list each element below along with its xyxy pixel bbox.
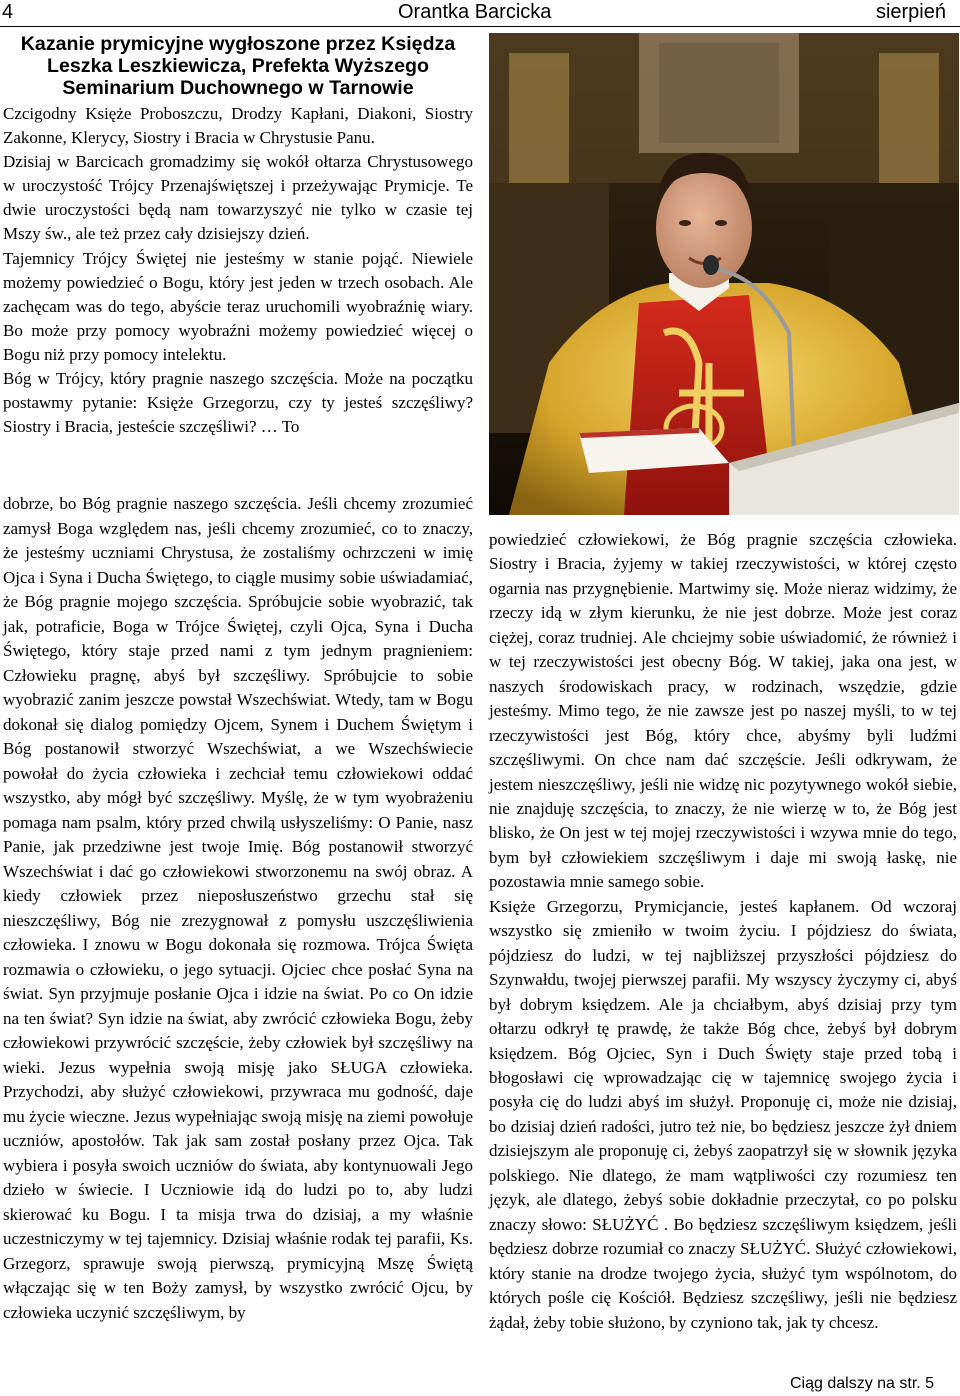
paragraph: Dzisiaj w Barcicach gromadzimy się wokół ołtarza Chrystusowego w uroczystość Trójcy Przenajświętszej i przeżywając Prymicje. Te dwie uroczystości będą nam towarzyszyć nie tylko w czasie tej Mszy św., ale też przez cały dzisiejszy dzień. [3,152,473,244]
page-number: 4 [2,1,14,23]
priest-photo-illustration [489,33,959,515]
paragraph: Czcigodny Księże Proboszczu, Drodzy Kapłani, Diakoni, Siostry Zakonne, Klerycy, Siostry i Bracia w Chrystusie Panu. [3,104,473,148]
continued-note: Ciąg dalszy na str. 5 [790,1375,935,1392]
issue-month: sierpień [875,1,946,23]
magazine-title: Orantka Barcicka [398,1,552,23]
column-left-top [3,102,473,439]
column-left-bottom [3,492,473,1325]
paragraph: powiedzieć człowiekowi, że Bóg pragnie szczęścia człowieka. Siostry i Bracia, żyjemy w takiej rzeczywistości, w której często ogarnia nas przygnębienie. Martwimy się. Może nieraz widzimy, że rzeczy idą w złym kierunku, że nie jest dobrze. Może jest coraz ciężej, coraz trudniej. Ale chciejmy sobie uświadomić, że również i w tej rzeczywistości jest obecny Bóg. W takiej, jaka ona jest, w naszych środowiskach pracy, w rodzinach, wszędzie, gdzie jesteśmy. Mimo tego, że nie zawsze jest po naszej myśli, to w tej rzeczywistości jest Bóg, który chce, abyśmy byli ludźmi szczęśliwymi. On chce nam dać szczęście. Jeśli odkrywam, że jestem nieszczęśliwy, jeśli nie widzę nic pozytywnego wokół siebie, nie znajduję szczęścia, to znaczy, że nie wierzę w to, że Bóg jest blisko, że On jest w tej mojej rzeczywistości i wzywa mnie do tego, bym był człowiekiem szczęśliwym i daje mi swoją łaskę, nie pozostawia mnie samego sobie. [489,530,957,892]
article-title: Kazanie prymicyjne wygłoszone przez Księdza Leszka Leszkiewicza, Prefekta Wyższego Seminarium Duchownego w Tarnowie [20,33,456,99]
paragraph: dobrze, bo Bóg pragnie naszego szczęścia. Jeśli chcemy zrozumieć zamysł Boga względem nas, jeśli chcemy zrozumieć, co to znaczy, że jesteśmy uczniami Chrystusa, że zostaliśmy ochrzczeni w imię Ojca i Syna i Ducha Świętego, to ciągle musimy sobie uświadamiać, że Bóg pragnie mojego szczęścia. Spróbujcie sobie wyobrazić, tak jak, potraficie, Boga w Trójce Świętej, czyli Ojca, Syna i Ducha Świętego, który staje przed nami z tym jednym pragnieniem: Człowieku pragnę, abyś był szczęśliwy. Spróbujcie to sobie wyobrazić zanim jeszcze powstał Wszechświat. Wtedy, tam w Bogu dokonał się dialog pomiędzy Ojcem, Synem i Duchem Świętym i Bóg postanowił stworzyć Wszechświat, a we Wszechświecie powołał do życia człowieka i zechciał temu człowiekowi oddać wszystko, aby mógł być szczęśliwy. Myślę, że w tym wyobrażeniu pomaga nam psalm, który przed chwilą usłyszeliśmy: O Panie, nasz Panie, jak przedziwne jest twoje Imię. Bóg postanowił stworzyć Wszechświat i dać go człowiekowi stworzonemu na swój obraz. A kiedy człowiek przez nieposłuszeństwo grzechu stał się nieszczęśliwy, Bóg nie zrezygnował z pomysłu uszczęśliwienia człowieka. I znowu w Bogu dokonała się rozmowa. Trójca Święta rozmawia o człowieku, o jego sytuacji. Ojciec chce posłać Syna na świat. Syn przyjmuje posłanie Ojca i idzie na świat. Po co On idzie na ten świat? Syn idzie na świat, aby zwrócić człowieka Bogu, żeby człowiekowi przywrócić szczęście, żeby człowiek był szczęśliwy na wieki. Jezus wypełnia swoją misję jako SŁUGA człowieka. Przychodzi, aby służyć człowiekowi, przywraca mu godność, daje mu życie wieczne. Jezus wypełniając swoją misję na ziemi powołuje uczniów, apostołów. Tak jak sam został posłany przez Ojca. Tak wybiera i posyła swoich uczniów do świata, aby kontynuowali Jego dzieło w świecie. I Uczniowie idą do ludzi po to, aby ludzi skierować ku Bogu. I ta misja trwa do dzisiaj, a my właśnie uczestniczymy w tej tajemnicy. Dzisiaj właśnie rodak tej parafii, Ks. Grzegorz, sprawuje swoją pierwszą, prymicyjną Mszę Świętą włączając się w ten Boży zamysł, by wszystko zwrócić Ojcu, by człowieka uczynić szczęśliwym, by [3,494,473,1322]
column-right [489,528,957,1335]
page-header [0,0,960,27]
paragraph: Tajemnicy Trójcy Świętej nie jesteśmy w stanie pojąć. Niewiele możemy powiedzieć o Bogu, który jest jeden w trzech osobach. Ale zachęcam was do tego, abyście teraz uruchomili wyobraźnię wiary. Bo może przy pomocy wyobraźni możemy powiedzieć więcej o Bogu niż przy pomocy intelektu. [3,248,473,364]
priest-photo [489,33,959,515]
paragraph: Księże Grzegorzu, Prymicjancie, jesteś kapłanem. Od wczoraj wszystko się zmieniło w twoim życiu. I pójdziesz do świata, pójdziesz do ludzi, w tej najbliższej przyszłości pójdziesz do Szynwałdu, twojej pierwszej parafii. My wszyscy życzymy ci, abyś był dobrym księdzem. Ale ja chciałbym, abyś dzisiaj przy tym ołtarzu odkrył tę prawdę, że także Bóg chce, żebyś był dobrym księdzem. Bóg Ojciec, Syn i Duch Święty staje przed tobą i błogosławi cię wprowadzając cię w tajemnicę swojego życia i posyła cię do ludzi abyś im służył. Proponuję ci, może nie dzisiaj, bo dzisiaj dzień radości, jutro też nie, bo będziesz jeszcze żył dniem dzisiejszym ale proponuję ci, żebyś zaopatrzył się w słownik języka polskiego. Nie dlatego, że mam wątpliwości czy rozumiesz ten język, ale dlatego, żebyś sobie dokładnie przeczytał, co po polsku znaczy słowo: SŁUŻYĆ . Bo będziesz szczęśliwym księdzem, jeśli będziesz dobrze rozumiał co znaczy SŁUŻYĆ. Służyć człowiekowi, który stanie na drodze twojego życia, służyć tym wspólnotom, do których pośle cię Kościół. Będziesz szczęśliwy, jeśli nie będziesz żądał, żeby tobie służono, by czyniono tak, jak ty chcesz. [489,896,957,1332]
paragraph: Bóg w Trójcy, który pragnie naszego szczęścia. Może na początku postawmy pytanie: Księże Grzegorzu, czy ty jesteś szczęśliwy? Siostry i Bracia, jesteście szczęśliwi? … To [3,369,473,437]
